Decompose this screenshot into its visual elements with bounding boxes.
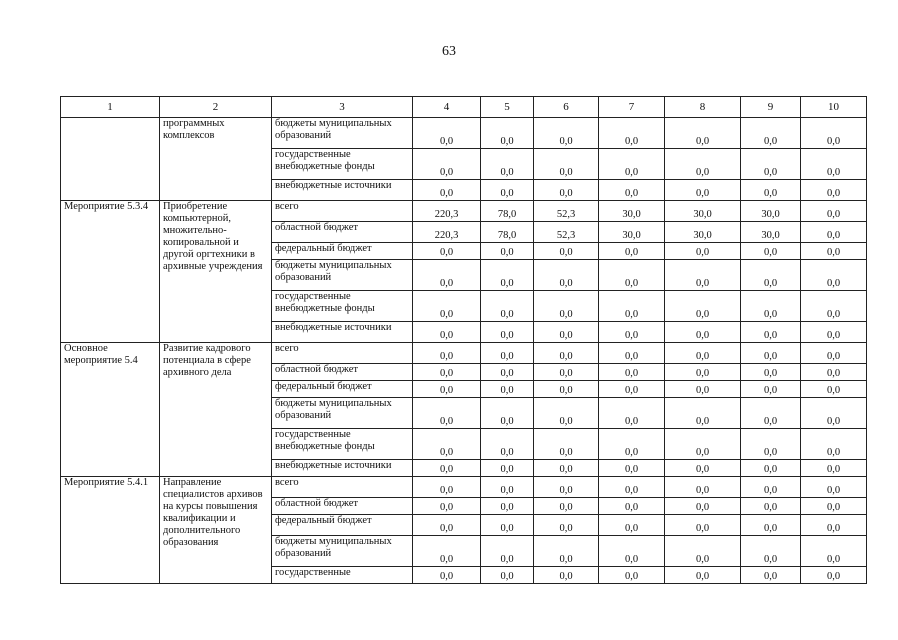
- amount-cell: 0,0: [481, 429, 534, 460]
- amount-cell: 0,0: [481, 381, 534, 398]
- amount-cell: 0,0: [665, 567, 741, 584]
- funding-source: внебюджетные источники: [272, 180, 413, 201]
- amount-cell: 0,0: [741, 498, 801, 515]
- amount-cell: 0,0: [534, 260, 599, 291]
- funding-source: федеральный бюджет: [272, 243, 413, 260]
- amount-cell: 0,0: [599, 498, 665, 515]
- funding-source: бюджеты муниципальных образований: [272, 398, 413, 429]
- amount-cell: 0,0: [741, 381, 801, 398]
- amount-cell: 0,0: [481, 477, 534, 498]
- amount-cell: 0,0: [741, 567, 801, 584]
- amount-cell: 30,0: [741, 222, 801, 243]
- amount-cell: 0,0: [534, 149, 599, 180]
- activity-code: [61, 118, 160, 201]
- amount-cell: 0,0: [534, 567, 599, 584]
- amount-cell: 0,0: [741, 460, 801, 477]
- amount-cell: 0,0: [599, 477, 665, 498]
- amount-cell: 0,0: [741, 322, 801, 343]
- col-header: 3: [272, 97, 413, 118]
- amount-cell: 30,0: [665, 222, 741, 243]
- amount-cell: 30,0: [665, 201, 741, 222]
- amount-cell: 0,0: [665, 291, 741, 322]
- funding-source: федеральный бюджет: [272, 515, 413, 536]
- amount-cell: 0,0: [599, 429, 665, 460]
- amount-cell: 0,0: [801, 429, 867, 460]
- amount-cell: 0,0: [534, 515, 599, 536]
- amount-cell: 0,0: [413, 343, 481, 364]
- amount-cell: 0,0: [801, 260, 867, 291]
- col-header: 4: [413, 97, 481, 118]
- amount-cell: 0,0: [413, 243, 481, 260]
- amount-cell: 0,0: [741, 118, 801, 149]
- amount-cell: 0,0: [481, 322, 534, 343]
- amount-cell: 0,0: [741, 429, 801, 460]
- amount-cell: 78,0: [481, 222, 534, 243]
- amount-cell: 0,0: [413, 515, 481, 536]
- amount-cell: 0,0: [534, 381, 599, 398]
- funding-source: бюджеты муниципальных образований: [272, 118, 413, 149]
- amount-cell: 0,0: [599, 149, 665, 180]
- amount-cell: 0,0: [534, 460, 599, 477]
- activity-name: Развитие кадрового потенциала в сфере архивного дела: [160, 343, 272, 477]
- amount-cell: 0,0: [665, 243, 741, 260]
- col-header: 1: [61, 97, 160, 118]
- amount-cell: 0,0: [599, 515, 665, 536]
- amount-cell: 0,0: [665, 477, 741, 498]
- table-row: [61, 201, 867, 222]
- amount-cell: 0,0: [481, 498, 534, 515]
- amount-cell: 0,0: [413, 149, 481, 180]
- amount-cell: 0,0: [534, 536, 599, 567]
- amount-cell: 0,0: [801, 567, 867, 584]
- funding-source: государственные внебюджетные фонды: [272, 429, 413, 460]
- amount-cell: 0,0: [801, 243, 867, 260]
- amount-cell: 0,0: [413, 567, 481, 584]
- amount-cell: 0,0: [665, 515, 741, 536]
- amount-cell: 0,0: [481, 118, 534, 149]
- amount-cell: 0,0: [801, 201, 867, 222]
- amount-cell: 0,0: [413, 477, 481, 498]
- amount-cell: 0,0: [741, 477, 801, 498]
- funding-source: бюджеты муниципальных образований: [272, 260, 413, 291]
- amount-cell: 30,0: [599, 201, 665, 222]
- amount-cell: 0,0: [413, 460, 481, 477]
- funding-source: государственные: [272, 567, 413, 584]
- funding-source: государственные внебюджетные фонды: [272, 291, 413, 322]
- amount-cell: 0,0: [534, 429, 599, 460]
- amount-cell: 0,0: [599, 118, 665, 149]
- amount-cell: 0,0: [801, 222, 867, 243]
- amount-cell: 0,0: [801, 149, 867, 180]
- amount-cell: 0,0: [801, 322, 867, 343]
- amount-cell: 0,0: [599, 260, 665, 291]
- amount-cell: 0,0: [801, 498, 867, 515]
- amount-cell: 0,0: [665, 536, 741, 567]
- amount-cell: 0,0: [481, 515, 534, 536]
- amount-cell: 0,0: [534, 498, 599, 515]
- amount-cell: 52,3: [534, 201, 599, 222]
- funding-source: областной бюджет: [272, 498, 413, 515]
- amount-cell: 0,0: [481, 260, 534, 291]
- amount-cell: 0,0: [534, 180, 599, 201]
- amount-cell: 0,0: [665, 398, 741, 429]
- amount-cell: 30,0: [741, 201, 801, 222]
- amount-cell: 0,0: [665, 118, 741, 149]
- amount-cell: 0,0: [741, 536, 801, 567]
- amount-cell: 0,0: [481, 343, 534, 364]
- amount-cell: 0,0: [665, 498, 741, 515]
- col-header: 8: [665, 97, 741, 118]
- funding-source: федеральный бюджет: [272, 381, 413, 398]
- funding-source: областной бюджет: [272, 222, 413, 243]
- activity-code: Мероприятие 5.4.1: [61, 477, 160, 584]
- amount-cell: 0,0: [801, 381, 867, 398]
- amount-cell: 0,0: [665, 364, 741, 381]
- funding-source: внебюджетные источники: [272, 460, 413, 477]
- amount-cell: 0,0: [481, 364, 534, 381]
- amount-cell: 0,0: [534, 291, 599, 322]
- amount-cell: 0,0: [801, 515, 867, 536]
- amount-cell: 0,0: [413, 322, 481, 343]
- amount-cell: 0,0: [413, 291, 481, 322]
- amount-cell: 0,0: [599, 381, 665, 398]
- activity-code: Мероприятие 5.3.4: [61, 201, 160, 343]
- amount-cell: 0,0: [665, 322, 741, 343]
- col-header: 7: [599, 97, 665, 118]
- amount-cell: 0,0: [801, 536, 867, 567]
- amount-cell: 0,0: [481, 180, 534, 201]
- amount-cell: 0,0: [665, 260, 741, 291]
- budget-table: [60, 96, 867, 584]
- amount-cell: 0,0: [599, 460, 665, 477]
- amount-cell: 0,0: [741, 260, 801, 291]
- funding-source: государственные внебюджетные фонды: [272, 149, 413, 180]
- amount-cell: 0,0: [665, 343, 741, 364]
- amount-cell: 0,0: [413, 498, 481, 515]
- amount-cell: 0,0: [599, 291, 665, 322]
- amount-cell: 0,0: [801, 477, 867, 498]
- amount-cell: 0,0: [665, 149, 741, 180]
- funding-source: всего: [272, 343, 413, 364]
- amount-cell: 0,0: [801, 364, 867, 381]
- activity-code: Основное мероприятие 5.4: [61, 343, 160, 477]
- amount-cell: 0,0: [534, 322, 599, 343]
- amount-cell: 0,0: [413, 429, 481, 460]
- amount-cell: 0,0: [801, 460, 867, 477]
- amount-cell: 0,0: [534, 243, 599, 260]
- amount-cell: 0,0: [741, 343, 801, 364]
- amount-cell: 0,0: [741, 291, 801, 322]
- amount-cell: 0,0: [801, 398, 867, 429]
- amount-cell: 0,0: [741, 180, 801, 201]
- table-row: [61, 477, 867, 498]
- header-row: [61, 97, 867, 118]
- amount-cell: 52,3: [534, 222, 599, 243]
- amount-cell: 0,0: [801, 118, 867, 149]
- amount-cell: 0,0: [534, 118, 599, 149]
- activity-name: программных комплексов: [160, 118, 272, 201]
- amount-cell: 0,0: [599, 322, 665, 343]
- amount-cell: 0,0: [599, 243, 665, 260]
- amount-cell: 0,0: [801, 291, 867, 322]
- amount-cell: 220,3: [413, 222, 481, 243]
- amount-cell: 0,0: [481, 536, 534, 567]
- funding-source: бюджеты муниципальных образований: [272, 536, 413, 567]
- amount-cell: 0,0: [665, 429, 741, 460]
- amount-cell: 0,0: [665, 460, 741, 477]
- amount-cell: 0,0: [481, 243, 534, 260]
- table-row: [61, 343, 867, 364]
- amount-cell: 0,0: [741, 149, 801, 180]
- activity-name: Направление специалистов архивов на курсы повышения квалификации и дополнительного образования: [160, 477, 272, 584]
- amount-cell: 0,0: [599, 180, 665, 201]
- col-header: 6: [534, 97, 599, 118]
- amount-cell: 0,0: [534, 364, 599, 381]
- amount-cell: 220,3: [413, 201, 481, 222]
- funding-source: внебюджетные источники: [272, 322, 413, 343]
- funding-source: всего: [272, 477, 413, 498]
- amount-cell: 0,0: [599, 364, 665, 381]
- amount-cell: 0,0: [599, 343, 665, 364]
- col-header: 9: [741, 97, 801, 118]
- amount-cell: 0,0: [741, 515, 801, 536]
- amount-cell: 0,0: [801, 343, 867, 364]
- amount-cell: 0,0: [481, 567, 534, 584]
- funding-source: областной бюджет: [272, 364, 413, 381]
- amount-cell: 0,0: [534, 477, 599, 498]
- amount-cell: 0,0: [599, 567, 665, 584]
- col-header: 2: [160, 97, 272, 118]
- amount-cell: 0,0: [413, 381, 481, 398]
- col-header: 5: [481, 97, 534, 118]
- activity-name: Приобретение компьютерной, множительно-копировальной и другой оргтехники в архивные учреждения: [160, 201, 272, 343]
- funding-source: всего: [272, 201, 413, 222]
- amount-cell: 0,0: [481, 460, 534, 477]
- amount-cell: 0,0: [741, 398, 801, 429]
- amount-cell: 0,0: [801, 180, 867, 201]
- amount-cell: 0,0: [481, 149, 534, 180]
- amount-cell: 0,0: [665, 381, 741, 398]
- page-number: 63: [442, 44, 456, 59]
- amount-cell: 0,0: [413, 180, 481, 201]
- amount-cell: 0,0: [534, 343, 599, 364]
- amount-cell: 0,0: [413, 398, 481, 429]
- amount-cell: 30,0: [599, 222, 665, 243]
- col-header: 10: [801, 97, 867, 118]
- amount-cell: 0,0: [665, 180, 741, 201]
- table-row: [61, 118, 867, 149]
- amount-cell: 0,0: [741, 364, 801, 381]
- amount-cell: 0,0: [599, 536, 665, 567]
- amount-cell: 0,0: [413, 364, 481, 381]
- amount-cell: 78,0: [481, 201, 534, 222]
- amount-cell: 0,0: [741, 243, 801, 260]
- amount-cell: 0,0: [481, 291, 534, 322]
- amount-cell: 0,0: [413, 118, 481, 149]
- amount-cell: 0,0: [413, 536, 481, 567]
- amount-cell: 0,0: [534, 398, 599, 429]
- amount-cell: 0,0: [413, 260, 481, 291]
- amount-cell: 0,0: [481, 398, 534, 429]
- amount-cell: 0,0: [599, 398, 665, 429]
